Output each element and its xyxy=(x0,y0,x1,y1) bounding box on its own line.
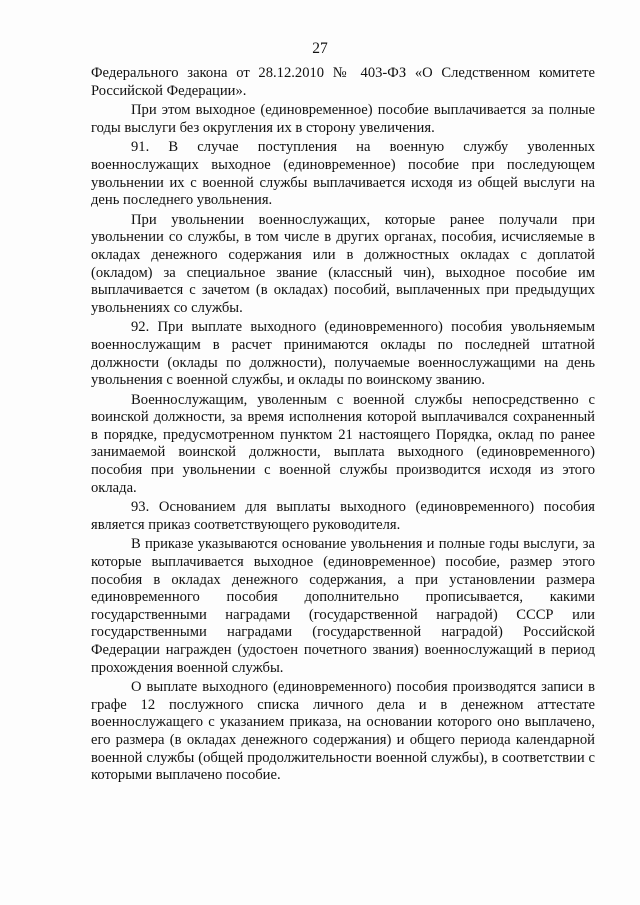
paragraph-clause-93: 93. Основанием для выплаты выходного (единовременного) пособия является приказ соответствующего руководителя. xyxy=(91,499,595,533)
paragraph: При увольнении военнослужащих, которые ранее получали при увольнении со службы, в том числе в других органах, пособия, исчисляемые в окладах денежного содержания или в должностных окладах с доплатой (окладом) за специальное звание (классный чин), выходное пособие им выплачивается с зачетом (в окладах) пособий, выплаченных при предыдущих увольнениях со службы. xyxy=(91,211,595,316)
paragraph-continuation: Федерального закона от 28.12.2010 № 403-ФЗ «О Следственном комитете Российской Федерации». xyxy=(91,65,595,99)
paragraph: В приказе указываются основание увольнения и полные годы выслуги, за которые выплачивается выходное (единовременное) пособие, размер этого пособия в окладах денежного содержания, а при установлении размера единовременного пособия дополнительно прописывается, какими государственными наградами (государственной наградой) СССР или государственными наградами (государственной наградой) Российской Федерации награжден (удостоен почетного звания) военнослужащий в период прохождения военной службы. xyxy=(91,536,595,676)
page-number: 27 xyxy=(312,40,328,57)
paragraph: Военнослужащим, уволенным с военной службы непосредственно с воинской должности, за время исполнения которой выплачивался сохраненный в порядке, предусмотренном пунктом 21 настоящего Порядка, оклад по ранее занимаемой воинской должности, выплата выходного (единовременного) пособия при увольнении с военной службы производится исходя из этого оклада. xyxy=(91,391,595,496)
paragraph-clause-91: 91. В случае поступления на военную службу уволенных военнослужащих выходное (единовременное) пособие при последующем увольнении их с военной службы выплачивается исходя из общей выслуги на день последнего увольнения. xyxy=(91,139,595,209)
document-body xyxy=(91,65,595,785)
paragraph: О выплате выходного (единовременного) пособия производятся записи в графе 12 послужного списка личного дела и в денежном аттестате военнослужащего с указанием приказа, на основании которого оно выплачено, его размера (в окладах денежного содержания) и общего периода календарной военной службы (общей продолжительности военной службы), в соответствии с которыми выплачено пособие. xyxy=(91,679,595,784)
paragraph-clause-92: 92. При выплате выходного (единовременного) пособия увольняемым военнослужащим в расчет принимаются оклады по последней штатной должности (оклады по должности), получаемые военнослужащими на день увольнения с военной службы, и оклады по воинскому званию. xyxy=(91,319,595,389)
paragraph: При этом выходное (единовременное) пособие выплачивается за полные годы выслуги без округления их в сторону увеличения. xyxy=(91,102,595,136)
